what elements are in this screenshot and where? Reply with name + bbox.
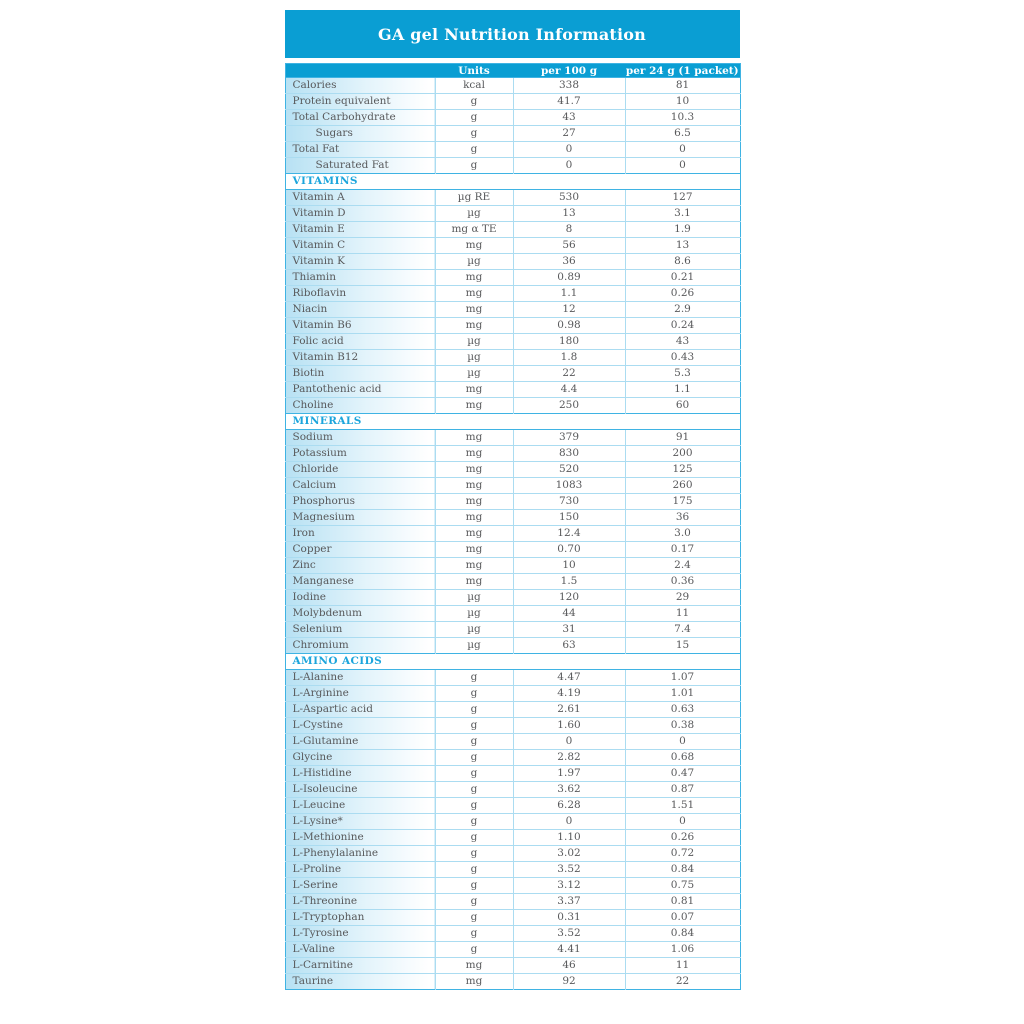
- row-label: Iodine: [285, 590, 435, 606]
- header-per-24g: per 24 g (1 packet): [625, 64, 739, 77]
- row-label: L-Carnitine: [285, 958, 435, 974]
- table-row: [285, 958, 740, 974]
- table-row: [285, 542, 740, 558]
- row-value-per-100g: 3.12: [513, 878, 625, 894]
- row-unit: mg: [435, 398, 513, 414]
- row-label: L-Isoleucine: [285, 782, 435, 798]
- row-unit: mg: [435, 494, 513, 510]
- table-row: [285, 862, 740, 878]
- row-label: Magnesium: [285, 510, 435, 526]
- row-unit: g: [435, 814, 513, 830]
- row-value-per-100g: 63: [513, 638, 625, 654]
- row-unit: g: [435, 750, 513, 766]
- row-label: Chloride: [285, 462, 435, 478]
- row-unit: mg: [435, 302, 513, 318]
- row-value-per-100g: 43: [513, 110, 625, 126]
- row-label: Thiamin: [285, 270, 435, 286]
- row-unit: g: [435, 862, 513, 878]
- header-label-blank: [285, 64, 435, 78]
- row-value-per-24g: 0.63: [625, 702, 740, 718]
- row-value-per-24g: 0: [625, 734, 740, 750]
- row-label: L-Leucine: [285, 798, 435, 814]
- table-row: [285, 670, 740, 686]
- table-row: [285, 622, 740, 638]
- row-label: L-Histidine: [285, 766, 435, 782]
- row-value-per-100g: 41.7: [513, 94, 625, 110]
- table-row: [285, 334, 740, 350]
- table-row: [285, 702, 740, 718]
- row-label: Vitamin A: [285, 190, 435, 206]
- row-unit: µg: [435, 254, 513, 270]
- row-label: Vitamin C: [285, 238, 435, 254]
- row-label: Vitamin E: [285, 222, 435, 238]
- row-unit: mg: [435, 318, 513, 334]
- table-row: [285, 494, 740, 510]
- row-value-per-24g: 0.26: [625, 286, 740, 302]
- row-value-per-24g: 11: [625, 606, 740, 622]
- row-value-per-100g: 4.19: [513, 686, 625, 702]
- row-value-per-100g: 0: [513, 142, 625, 158]
- table-row: [285, 286, 740, 302]
- row-value-per-24g: 260: [625, 478, 740, 494]
- table-row: [285, 782, 740, 798]
- row-label: L-Aspartic acid: [285, 702, 435, 718]
- table-body: [285, 78, 740, 990]
- table-row: [285, 926, 740, 942]
- row-value-per-24g: 0.26: [625, 830, 740, 846]
- row-value-per-24g: 0.17: [625, 542, 740, 558]
- row-value-per-24g: 1.07: [625, 670, 740, 686]
- row-value-per-100g: 120: [513, 590, 625, 606]
- row-value-per-100g: 150: [513, 510, 625, 526]
- row-unit: g: [435, 766, 513, 782]
- section-row: [285, 414, 740, 430]
- row-unit: mg: [435, 238, 513, 254]
- table-row: [285, 366, 740, 382]
- row-value-per-24g: 0.36: [625, 574, 740, 590]
- row-value-per-100g: 46: [513, 958, 625, 974]
- table-row: [285, 254, 740, 270]
- row-value-per-100g: 31: [513, 622, 625, 638]
- row-value-per-100g: 830: [513, 446, 625, 462]
- row-unit: mg: [435, 462, 513, 478]
- row-value-per-24g: 0.07: [625, 910, 740, 926]
- row-unit: µg: [435, 366, 513, 382]
- row-unit: µg: [435, 622, 513, 638]
- table-row: [285, 302, 740, 318]
- row-value-per-24g: 6.5: [625, 126, 740, 142]
- row-unit: g: [435, 718, 513, 734]
- row-label: L-Methionine: [285, 830, 435, 846]
- row-value-per-24g: 1.9: [625, 222, 740, 238]
- row-value-per-24g: 15: [625, 638, 740, 654]
- row-label: L-Valine: [285, 942, 435, 958]
- row-value-per-100g: 1.1: [513, 286, 625, 302]
- table-row: [285, 78, 740, 94]
- row-value-per-100g: 3.52: [513, 926, 625, 942]
- row-value-per-24g: 11: [625, 958, 740, 974]
- table-row: [285, 270, 740, 286]
- table-row: [285, 766, 740, 782]
- row-unit: g: [435, 142, 513, 158]
- row-value-per-24g: 43: [625, 334, 740, 350]
- table-row: [285, 318, 740, 334]
- row-label: Protein equivalent: [285, 94, 435, 110]
- row-value-per-100g: 56: [513, 238, 625, 254]
- row-label: L-Alanine: [285, 670, 435, 686]
- row-unit: g: [435, 910, 513, 926]
- row-value-per-100g: 730: [513, 494, 625, 510]
- table-row: [285, 510, 740, 526]
- row-value-per-100g: 379: [513, 430, 625, 446]
- table-row: [285, 398, 740, 414]
- row-value-per-24g: 1.06: [625, 942, 740, 958]
- row-unit: mg: [435, 510, 513, 526]
- row-value-per-100g: 1.60: [513, 718, 625, 734]
- table-row: [285, 798, 740, 814]
- row-value-per-100g: 4.41: [513, 942, 625, 958]
- row-unit: µg: [435, 638, 513, 654]
- row-label: Choline: [285, 398, 435, 414]
- table-row: [285, 830, 740, 846]
- row-value-per-24g: 0.75: [625, 878, 740, 894]
- row-unit: g: [435, 894, 513, 910]
- table-row: [285, 718, 740, 734]
- row-unit: g: [435, 686, 513, 702]
- table-row: [285, 526, 740, 542]
- row-value-per-100g: 0: [513, 814, 625, 830]
- row-value-per-24g: 0.84: [625, 862, 740, 878]
- row-unit: g: [435, 158, 513, 174]
- row-value-per-100g: 530: [513, 190, 625, 206]
- row-label: Zinc: [285, 558, 435, 574]
- row-value-per-100g: 8: [513, 222, 625, 238]
- row-value-per-100g: 1.5: [513, 574, 625, 590]
- row-unit: mg: [435, 270, 513, 286]
- row-value-per-100g: 250: [513, 398, 625, 414]
- row-label: L-Cystine: [285, 718, 435, 734]
- row-value-per-24g: 0.38: [625, 718, 740, 734]
- table-row: [285, 574, 740, 590]
- table-row: [285, 238, 740, 254]
- row-value-per-24g: 10.3: [625, 110, 740, 126]
- table-row: [285, 942, 740, 958]
- table-row: [285, 894, 740, 910]
- row-unit: g: [435, 702, 513, 718]
- row-value-per-24g: 0.24: [625, 318, 740, 334]
- header-units: Units: [435, 64, 513, 78]
- row-value-per-100g: 10: [513, 558, 625, 574]
- row-value-per-24g: 0.68: [625, 750, 740, 766]
- row-label: Chromium: [285, 638, 435, 654]
- row-unit: g: [435, 734, 513, 750]
- row-label: Vitamin K: [285, 254, 435, 270]
- row-value-per-100g: 92: [513, 974, 625, 990]
- row-label: Folic acid: [285, 334, 435, 350]
- row-value-per-24g: 22: [625, 974, 740, 990]
- table-row: [285, 558, 740, 574]
- row-label: Phosphorus: [285, 494, 435, 510]
- row-unit: g: [435, 926, 513, 942]
- row-value-per-100g: 2.82: [513, 750, 625, 766]
- row-value-per-100g: 27: [513, 126, 625, 142]
- row-label: Calcium: [285, 478, 435, 494]
- row-value-per-24g: 5.3: [625, 366, 740, 382]
- row-value-per-100g: 4.47: [513, 670, 625, 686]
- row-label: Potassium: [285, 446, 435, 462]
- row-label: Sodium: [285, 430, 435, 446]
- table-row: [285, 606, 740, 622]
- row-value-per-24g: 175: [625, 494, 740, 510]
- row-unit: g: [435, 942, 513, 958]
- row-unit: µg: [435, 606, 513, 622]
- table-row: [285, 734, 740, 750]
- row-unit: mg α TE: [435, 222, 513, 238]
- table-row: [285, 158, 740, 174]
- row-value-per-24g: 29: [625, 590, 740, 606]
- row-value-per-24g: 0: [625, 142, 740, 158]
- row-value-per-24g: 7.4: [625, 622, 740, 638]
- row-label: Saturated Fat: [285, 158, 435, 174]
- row-unit: g: [435, 94, 513, 110]
- section-title: AMINO ACIDS: [285, 654, 740, 670]
- row-unit: mg: [435, 430, 513, 446]
- row-label: L-Proline: [285, 862, 435, 878]
- row-label: Total Carbohydrate: [285, 110, 435, 126]
- row-label: Calories: [285, 78, 435, 94]
- row-label: Pantothenic acid: [285, 382, 435, 398]
- table-row: [285, 142, 740, 158]
- table-row: [285, 110, 740, 126]
- row-label: Selenium: [285, 622, 435, 638]
- row-label: Molybdenum: [285, 606, 435, 622]
- row-label: Manganese: [285, 574, 435, 590]
- row-value-per-100g: 12: [513, 302, 625, 318]
- row-label: Total Fat: [285, 142, 435, 158]
- table-row: [285, 910, 740, 926]
- row-unit: g: [435, 878, 513, 894]
- row-value-per-24g: 0.72: [625, 846, 740, 862]
- row-label: Vitamin B6: [285, 318, 435, 334]
- table-row: [285, 478, 740, 494]
- nutrition-panel: [285, 0, 740, 990]
- row-value-per-100g: 22: [513, 366, 625, 382]
- row-value-per-24g: 2.9: [625, 302, 740, 318]
- header-per-100g: per 100 g: [513, 64, 625, 78]
- section-title: VITAMINS: [285, 174, 740, 190]
- row-value-per-24g: 13: [625, 238, 740, 254]
- row-unit: µg: [435, 334, 513, 350]
- row-label: Vitamin D: [285, 206, 435, 222]
- table-row: [285, 814, 740, 830]
- row-value-per-24g: 10: [625, 94, 740, 110]
- row-unit: µg RE: [435, 190, 513, 206]
- table-row: [285, 638, 740, 654]
- row-unit: mg: [435, 382, 513, 398]
- table-row: [285, 222, 740, 238]
- row-unit: µg: [435, 350, 513, 366]
- row-label: Iron: [285, 526, 435, 542]
- row-label: L-Tryptophan: [285, 910, 435, 926]
- table-row: [285, 750, 740, 766]
- row-value-per-24g: 0: [625, 814, 740, 830]
- row-unit: µg: [435, 590, 513, 606]
- row-value-per-100g: 520: [513, 462, 625, 478]
- row-value-per-24g: 91: [625, 430, 740, 446]
- row-value-per-100g: 338: [513, 78, 625, 94]
- row-label: Riboflavin: [285, 286, 435, 302]
- row-label: L-Phenylalanine: [285, 846, 435, 862]
- row-unit: g: [435, 846, 513, 862]
- row-value-per-24g: 0.87: [625, 782, 740, 798]
- row-value-per-24g: 200: [625, 446, 740, 462]
- table-row: [285, 462, 740, 478]
- row-value-per-100g: 1.8: [513, 350, 625, 366]
- nutrition-table: [285, 63, 741, 990]
- row-label: L-Threonine: [285, 894, 435, 910]
- table-header: [285, 64, 740, 78]
- row-label: Vitamin B12: [285, 350, 435, 366]
- row-value-per-24g: 0.21: [625, 270, 740, 286]
- row-value-per-24g: 3.1: [625, 206, 740, 222]
- row-value-per-100g: 3.37: [513, 894, 625, 910]
- row-value-per-24g: 0.43: [625, 350, 740, 366]
- row-value-per-100g: 1.97: [513, 766, 625, 782]
- header-row: [285, 64, 740, 78]
- table-row: [285, 974, 740, 990]
- row-label: Niacin: [285, 302, 435, 318]
- row-value-per-100g: 3.52: [513, 862, 625, 878]
- row-value-per-24g: 127: [625, 190, 740, 206]
- row-value-per-100g: 180: [513, 334, 625, 350]
- table-title: GA gel Nutrition Information: [285, 10, 740, 58]
- row-value-per-100g: 44: [513, 606, 625, 622]
- row-value-per-24g: 81: [625, 78, 740, 94]
- row-value-per-100g: 3.62: [513, 782, 625, 798]
- row-label: Sugars: [285, 126, 435, 142]
- row-unit: mg: [435, 526, 513, 542]
- row-unit: mg: [435, 286, 513, 302]
- row-unit: kcal: [435, 78, 513, 94]
- row-value-per-24g: 125: [625, 462, 740, 478]
- row-value-per-100g: 6.28: [513, 798, 625, 814]
- row-label: Biotin: [285, 366, 435, 382]
- row-value-per-24g: 1.01: [625, 686, 740, 702]
- table-row: [285, 190, 740, 206]
- row-label: L-Tyrosine: [285, 926, 435, 942]
- row-value-per-100g: 0: [513, 734, 625, 750]
- row-label: L-Serine: [285, 878, 435, 894]
- row-value-per-24g: 60: [625, 398, 740, 414]
- row-unit: g: [435, 126, 513, 142]
- row-value-per-100g: 0.89: [513, 270, 625, 286]
- row-value-per-24g: 1.1: [625, 382, 740, 398]
- section-row: [285, 654, 740, 670]
- row-value-per-24g: 1.51: [625, 798, 740, 814]
- row-unit: mg: [435, 558, 513, 574]
- row-unit: g: [435, 798, 513, 814]
- row-label: Taurine: [285, 974, 435, 990]
- row-value-per-24g: 36: [625, 510, 740, 526]
- row-unit: mg: [435, 974, 513, 990]
- row-value-per-24g: 2.4: [625, 558, 740, 574]
- row-label: L-Lysine*: [285, 814, 435, 830]
- table-row: [285, 846, 740, 862]
- row-value-per-100g: 0.31: [513, 910, 625, 926]
- row-unit: g: [435, 670, 513, 686]
- table-row: [285, 206, 740, 222]
- table-row: [285, 590, 740, 606]
- row-unit: mg: [435, 542, 513, 558]
- row-value-per-100g: 2.61: [513, 702, 625, 718]
- row-unit: g: [435, 830, 513, 846]
- table-row: [285, 878, 740, 894]
- row-unit: mg: [435, 478, 513, 494]
- table-row: [285, 430, 740, 446]
- row-unit: mg: [435, 574, 513, 590]
- row-value-per-100g: 13: [513, 206, 625, 222]
- row-value-per-100g: 1.10: [513, 830, 625, 846]
- row-value-per-100g: 0.98: [513, 318, 625, 334]
- row-label: L-Arginine: [285, 686, 435, 702]
- row-value-per-100g: 1083: [513, 478, 625, 494]
- row-value-per-24g: 3.0: [625, 526, 740, 542]
- row-value-per-100g: 12.4: [513, 526, 625, 542]
- row-value-per-24g: 0.47: [625, 766, 740, 782]
- row-unit: g: [435, 782, 513, 798]
- section-title: MINERALS: [285, 414, 740, 430]
- table-row: [285, 382, 740, 398]
- row-value-per-100g: 0.70: [513, 542, 625, 558]
- row-value-per-24g: 0.81: [625, 894, 740, 910]
- row-value-per-24g: 8.6: [625, 254, 740, 270]
- table-row: [285, 350, 740, 366]
- row-label: Copper: [285, 542, 435, 558]
- row-value-per-24g: 0.84: [625, 926, 740, 942]
- table-row: [285, 126, 740, 142]
- row-value-per-24g: 0: [625, 158, 740, 174]
- row-value-per-100g: 36: [513, 254, 625, 270]
- table-row: [285, 446, 740, 462]
- row-unit: g: [435, 110, 513, 126]
- row-value-per-100g: 4.4: [513, 382, 625, 398]
- row-unit: µg: [435, 206, 513, 222]
- table-row: [285, 94, 740, 110]
- table-row: [285, 686, 740, 702]
- row-label: L-Glutamine: [285, 734, 435, 750]
- section-row: [285, 174, 740, 190]
- row-unit: mg: [435, 958, 513, 974]
- row-value-per-100g: 0: [513, 158, 625, 174]
- row-label: Glycine: [285, 750, 435, 766]
- row-value-per-100g: 3.02: [513, 846, 625, 862]
- row-unit: mg: [435, 446, 513, 462]
